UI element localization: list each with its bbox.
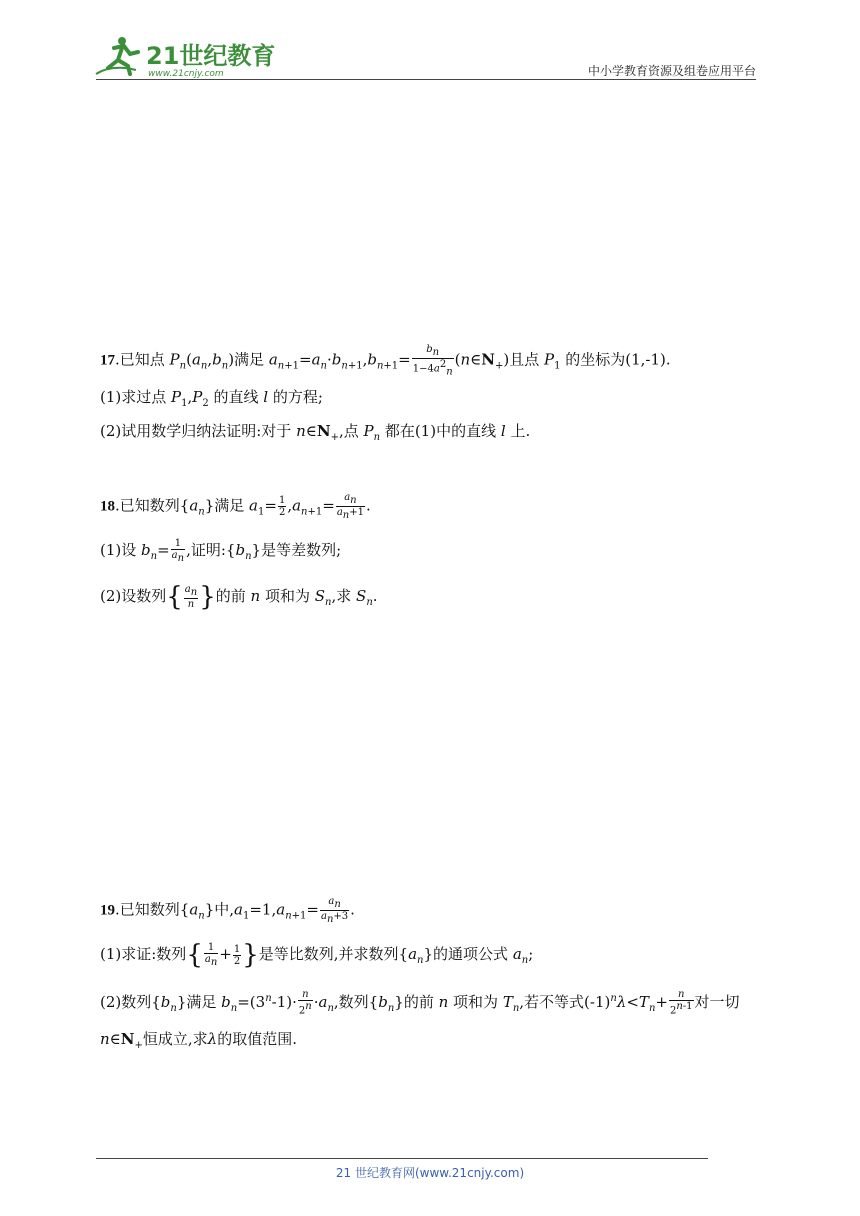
problem-number: 19 xyxy=(100,902,115,919)
problem-17-part1: (1)求过点 $P_1,P_2$ 的直线 l 的方程; xyxy=(100,388,323,409)
fraction: $\frac{1}{a_n}$ xyxy=(204,942,218,968)
problem-19-part2: (2)数列$\{b_n\}$满足 $b_n=(3^n-1)\cdot$ $\frac{n}{2^n}$ $\cdot a_n$,数列$\{b_n\}$的前 n 项和为 $T_n$,若不等式$(-1)^n\lambda<T_n+$ $\frac{n}{2^{n-1}}$ 对一切 xyxy=(100,989,740,1017)
problem-18-part1: (1)设 $b_n=$ $\frac{1}{a_n}$ ,证明$:\{b_n\}$是等差数列; xyxy=(100,538,342,564)
problem-19-statement: 19.已知数列$\{a_n\}$中$,a_1=1,a_{n+1}=$ $\frac{a_n}{a_n+3}$ . xyxy=(100,896,355,925)
logo-text: 21世纪教育 xyxy=(146,42,276,70)
header-divider xyxy=(96,79,756,80)
site-logo xyxy=(92,34,276,80)
fraction: $\frac{1}{2}$ xyxy=(233,943,241,967)
logo-url: www.21cnjy.com xyxy=(148,69,224,79)
fraction: $\frac{a_n}{a_n+3}$ xyxy=(320,896,349,925)
runner-icon xyxy=(96,37,138,74)
fraction: $\frac{a_n}{n}$ xyxy=(184,584,198,610)
problem-19-part2-cont: $n\in N_+$恒成立,求λ的取值范围. xyxy=(100,1030,297,1051)
fraction: $\frac{1}{2}$ xyxy=(278,495,286,518)
fraction: $\frac{1}{a_n}$ xyxy=(171,538,185,564)
problem-17-statement: 17.已知点 $P_n(a_n,b_n)$满足 $a_{n+1}=a_n\cdot b_{n+1},b_{n+1}=$ $\frac{b_n}{1-4a^2_n}$ $(n\in N_+)$且点 $P_1$ 的坐标为(1,-1). xyxy=(100,344,671,378)
footer-divider xyxy=(96,1158,708,1159)
problem-17-part2: (2)试用数学归纳法证明:对于 $n\in N_+$,点 $P_n$ 都在(1)中的直线 l 上. xyxy=(100,422,531,443)
problem-number: 17 xyxy=(100,352,115,369)
fraction: $\frac{n}{2^n}$ xyxy=(298,989,312,1017)
problem-18-statement: 18.已知数列$\{a_n\}$满足 $a_1=$ $\frac{1}{2}$ $,a_{n+1}=$ $\frac{a_n}{a_n+1}$ . xyxy=(100,492,371,521)
site-name: 中小学教育资源及组卷应用平台 xyxy=(587,64,756,78)
problem-number: 18 xyxy=(100,498,115,515)
fraction: $\frac{n}{2^{n-1}}$ xyxy=(669,989,693,1017)
problem-18-part2: (2)设数列{ $\frac{a_n}{n}$ }的前 n 项和为 $S_n$,求 $S_n$. xyxy=(100,582,378,612)
fraction: $\frac{b_n}{1-4a^2_n}$ xyxy=(412,344,453,378)
problem-19-part1: (1)求证:数列{ $\frac{1}{a_n}$ + $\frac{1}{2}$ }是等比数列,并求数列$\{a_n\}$的通项公式 $a_n$; xyxy=(100,940,534,970)
fraction: $\frac{a_n}{a_n+1}$ xyxy=(336,492,364,521)
footer-text: 21 世纪教育网(www.21cnjy.com) xyxy=(335,1166,525,1180)
